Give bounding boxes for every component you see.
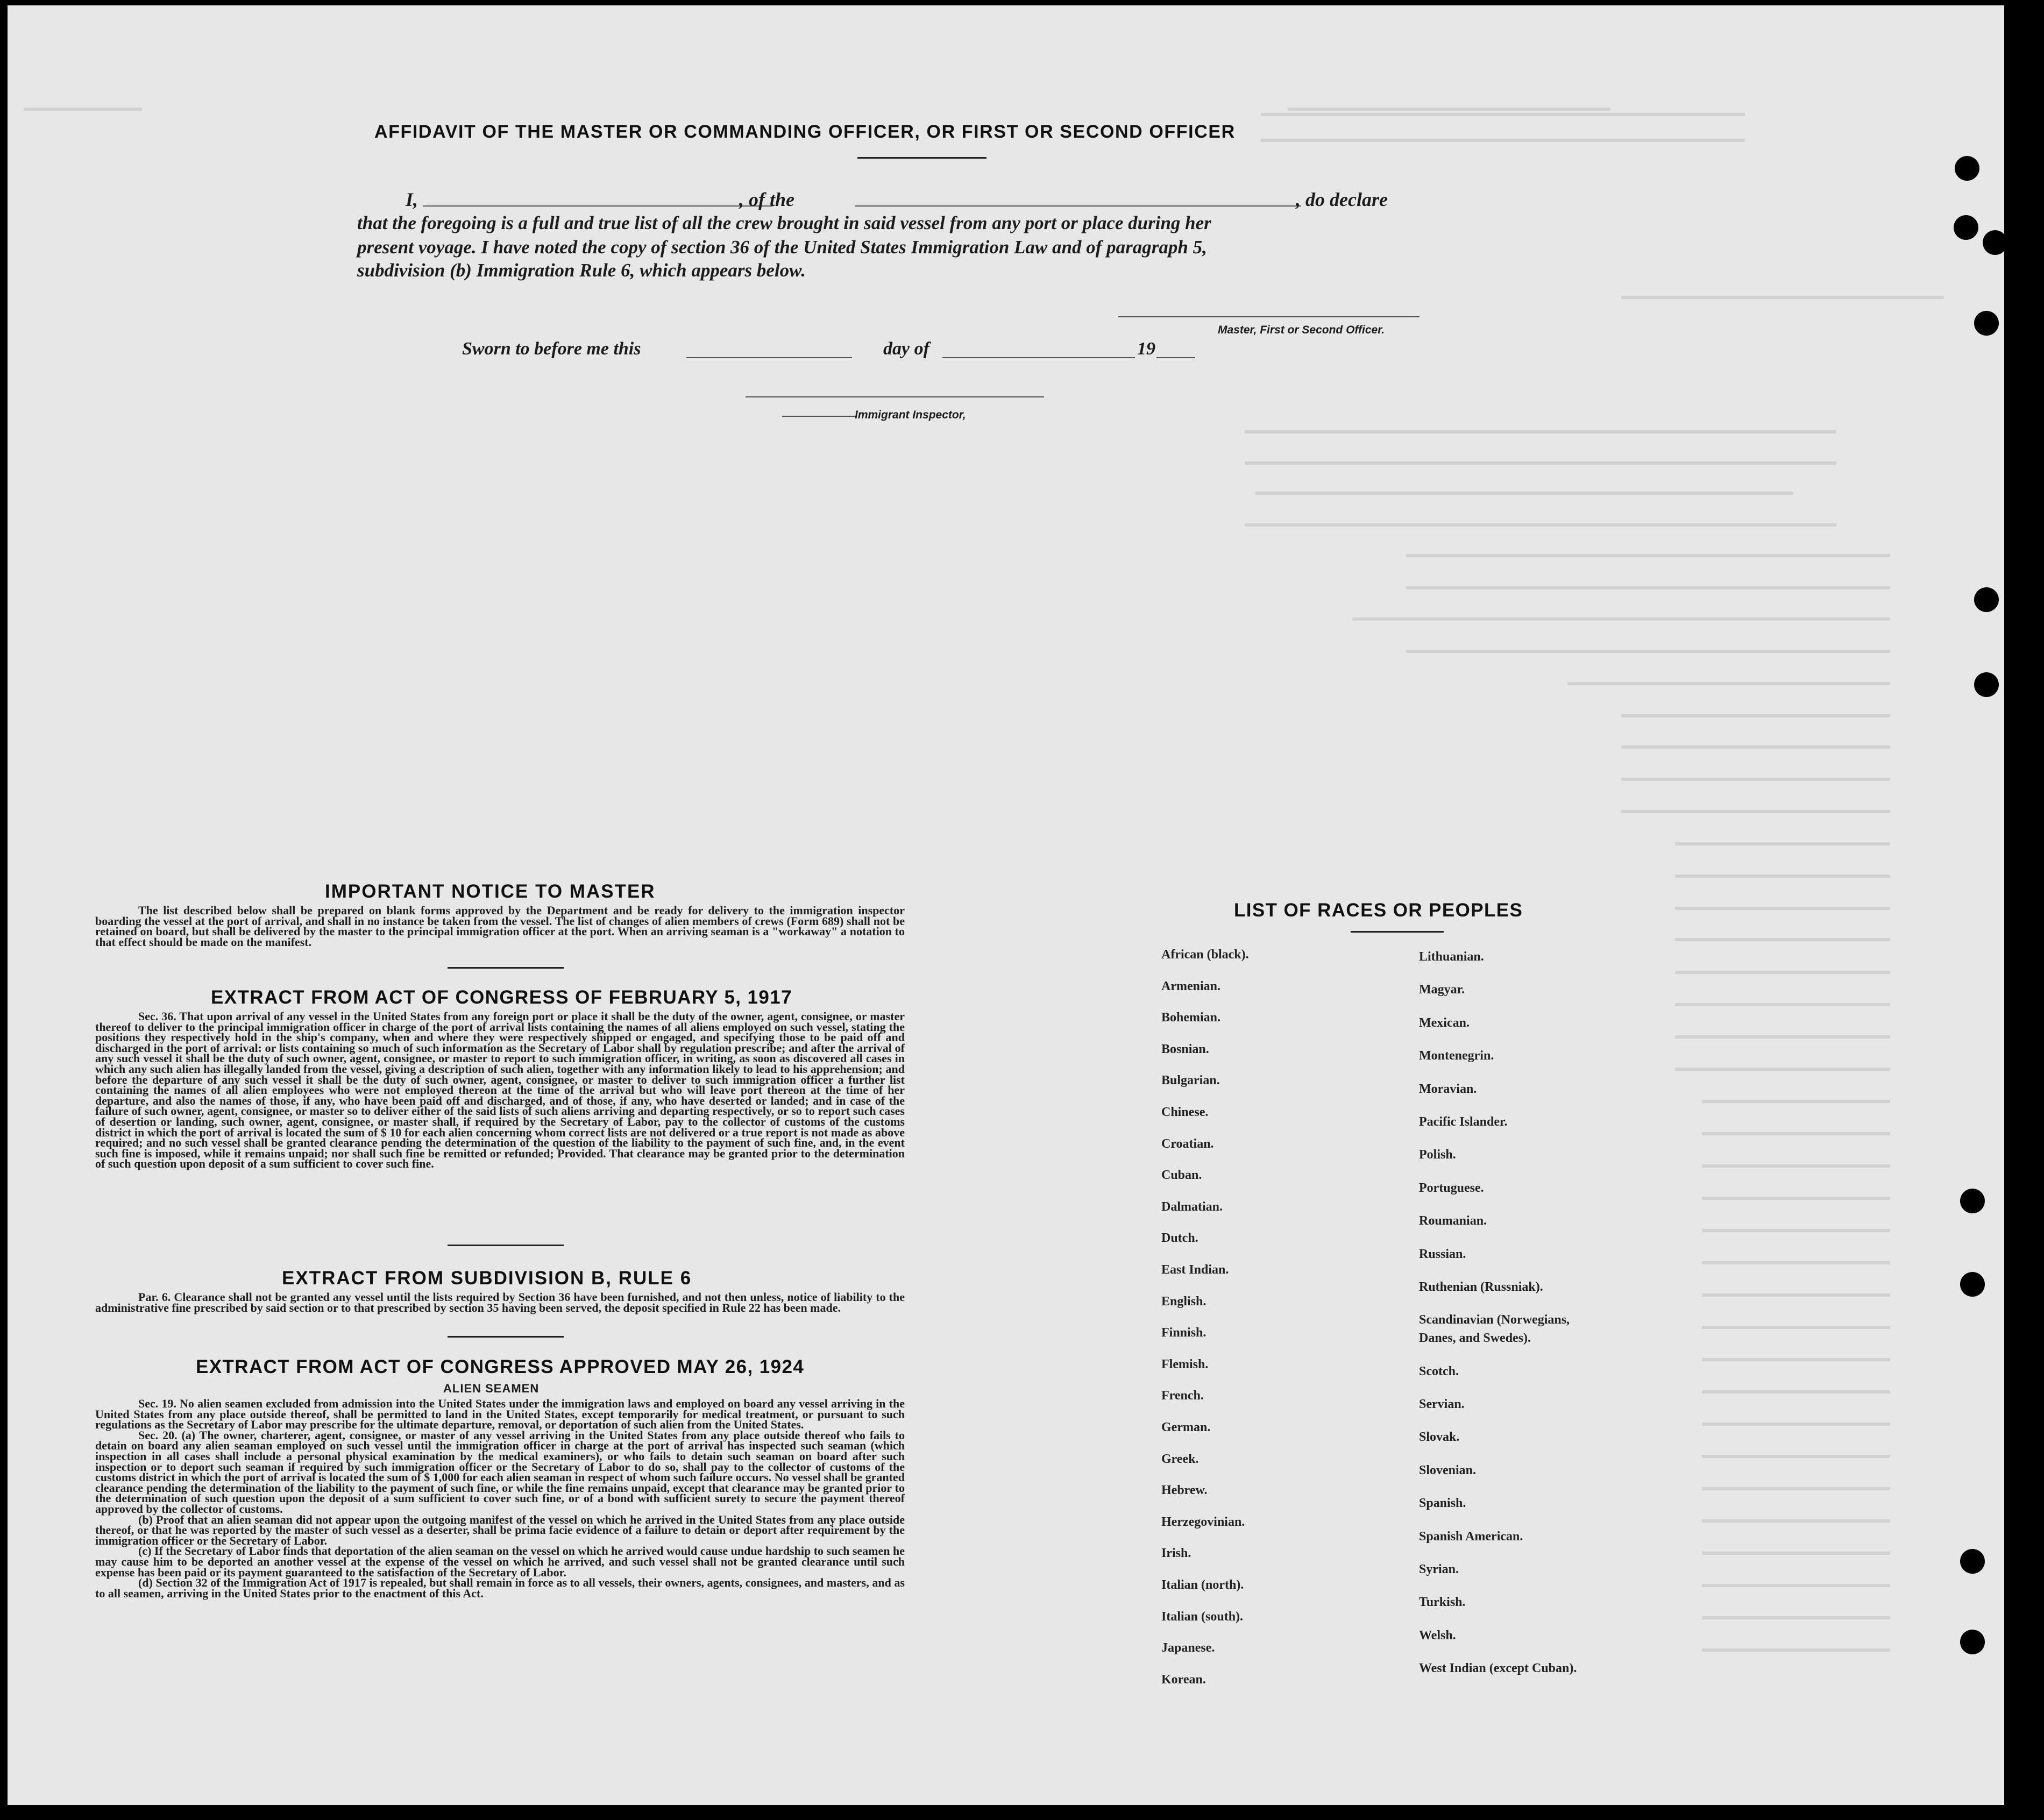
alien-seamen-subtitle: ALIEN SEAMEN — [443, 1382, 540, 1395]
bleed-through-mark — [1675, 907, 1890, 910]
race-item: West Indian (except Cuban). — [1419, 1661, 1577, 1676]
bleed-through-mark — [1702, 1293, 1890, 1297]
extract-1917-title: EXTRACT FROM ACT OF CONGRESS OF FEBRUARY 5, 1917 — [211, 987, 793, 1008]
race-item: Roumanian. — [1419, 1214, 1487, 1228]
bleed-through-mark — [1675, 1068, 1890, 1071]
bleed-through-mark — [1245, 430, 1836, 433]
extract-rule6-text: Par. 6. Clearance shall not be granted any vessel until the lists required by Section 36 have been furnished, and not then unless, notice of liability to the administrative fine prescribed by said section or to that prescribed by section 35 having been served, the deposit specified in Rule 22 has been made. — [95, 1290, 905, 1314]
race-item: Finnish. — [1161, 1326, 1206, 1340]
race-item: Greek. — [1161, 1452, 1199, 1466]
bleed-through-mark — [1621, 778, 1890, 781]
race-item: Irish. — [1161, 1546, 1191, 1561]
notice-title: IMPORTANT NOTICE TO MASTER — [325, 881, 656, 902]
notice-rule — [448, 967, 564, 969]
bleed-through-mark — [1621, 296, 1944, 299]
bleed-through-mark — [1702, 1423, 1890, 1426]
extract-1924-sec20a: Sec. 20. (a) The owner, charterer, agent, consignee, or master of any vessel arriving in the United States from any place outside thereof who fails to detain on board any alien seaman employed on such vessel until the immigration officer in charge at the port of arrival has inspected such seaman (which inspection in all cases shall include a personal physical examination by the medical examiners), or who fails to detain such seaman on board after such inspection or to deport such seaman if required by such immigration officer or the Secretary of Labor to do so, shall pay to the collector of customs of the customs district in which the port of arrival is located the sum of $ 1,000 for each alien seaman in respect of whom such failure occurs. No vessel shall be granted clearance pending the determination of the liability to the payment of such fine, or while the fine remains unpaid, except that clearance may be granted prior to the determination of such question upon the deposit of a sum sufficient to cover such fine, or of a bond with sufficient surety to secure the payment thereof approved by the collector of customs. — [95, 1428, 905, 1516]
punch-hole — [1954, 215, 1978, 240]
bleed-through-mark — [1621, 745, 1890, 749]
punch-hole — [1974, 587, 1999, 612]
race-item: Japanese. — [1161, 1641, 1215, 1655]
bleed-through-mark — [1675, 938, 1890, 941]
race-item: Pacific Islander. — [1419, 1115, 1508, 1129]
bleed-through-mark — [1702, 1100, 1890, 1103]
race-item: Scotch. — [1419, 1364, 1459, 1378]
extract-1924-sec19: Sec. 19. No alien seamen excluded from admission into the United States under the immigration laws and employed on board any vessel arriving in the United States from any place outside thereof, shall be permitted to land in the United States, except temporarily for medical treatment, or pursuant to such regulations as the Secretary of Labor may prescribe for the ultimate departure, removal, or deportation of such alien from the United States. — [95, 1397, 905, 1432]
bleed-through-mark — [1675, 971, 1890, 974]
race-item: Korean. — [1161, 1672, 1206, 1687]
bleed-through-mark — [1702, 1616, 1890, 1619]
race-item: Hebrew. — [1161, 1483, 1208, 1498]
vessel-fill-line — [855, 205, 1301, 207]
master-caption: Master, First or Second Officer. — [1218, 324, 1385, 336]
bleed-through-mark — [1675, 1035, 1890, 1039]
race-item: East Indian. — [1161, 1263, 1229, 1277]
affidavit-line2: that the foregoing is a full and true list of all the crew brought in said vessel from any port or place during her — [357, 212, 1211, 233]
bleed-through-mark — [1702, 1584, 1890, 1587]
bleed-through-mark — [1352, 617, 1890, 621]
bleed-through-mark — [1702, 1326, 1890, 1329]
race-item: Dutch. — [1161, 1231, 1198, 1246]
extract-1924-text — [95, 1398, 905, 1598]
bleed-through-mark — [1702, 1552, 1890, 1555]
bleed-through-mark — [1567, 682, 1890, 685]
bleed-through-mark — [1255, 492, 1793, 495]
race-item: Bohemian. — [1161, 1011, 1221, 1025]
race-item: Ruthenian (Russniak). — [1419, 1280, 1543, 1294]
extract-1917-text: Sec. 36. That upon arrival of any vessel in the United States from any foreign port or place it shall be the duty of the owner, agent, consignee, or master thereof to deliver to the principal immigration officer in charge of the port of arrival lists containing the names of all aliens employed on such vessel, stating the positions they respectively hold in the ship's company, when and where they were respectively shipped or engaged, and specifying those to be paid off and discharged in the port of arrival: or lists containing so much of such information as the Secretary of Labor shall by regulation prescribe; and after the arrival of any such vessel it shall be the duty of such owner, agent, consignee, or master to report to such immigration officer, in writing, as soon as discovered all cases in which any such alien has illegally landed from the vessel, giving a description of such alien, together with any information likely to lead to his apprehension; and before the departure of any such vessel it shall be the duty of such owner, agent, consignee, or master to deliver to such immigration officer a further list containing the names of all alien employees who were not employed thereon at the time of the arrival but who will leave port thereon at the time of her departure, and also the names of those, if any, who have been paid off and discharged, and of those, if any, who have deserted or landed; and in case of the failure of such owner, agent, consignee, or master so to deliver either of the said lists of such aliens arriving and departing respectively, or so to report such cases of desertion or landing, such owner, agent, consignee, or master shall, if required by the Secretary of Labor, pay to the collector of customs of the customs district in which the port of arrival is located the sum of $ 10 for each alien concerning whom correct lists are not delivered or a true report is not made as above required; and no such vessel shall be granted clearance pending the determination of the question of the liability to the payment of such fine, and, in the event such fine is imposed, while it remains unpaid; nor shall such fine be remitted or refunded; Provided. That clearance may be granted prior to the determination of such question upon deposit of a sum sufficient to cover such fine. — [95, 1009, 905, 1171]
race-item: Danes, and Swedes). — [1419, 1331, 1531, 1346]
races-title: LIST OF RACES OR PEOPLES — [1234, 900, 1523, 921]
extract-1924-sec20c: (c) If the Secretary of Labor finds that deportation of the alien seaman on the vessel on which he arrived would cause undue hardship to such seamen he may cause him to be deported an another vessel at the expense of the vessel on which he arrived, and such vessel shall not be granted clearance until such expense has been paid or its payment guaranteed to the satisfaction of the Secretary of Labor. — [95, 1544, 905, 1579]
extract-rule6-rule — [448, 1336, 564, 1338]
race-item: Dalmatian. — [1161, 1199, 1223, 1214]
bleed-through-mark — [1675, 1003, 1890, 1006]
bleed-through-mark — [1621, 714, 1890, 717]
bleed-through-mark — [1245, 461, 1836, 465]
bleed-through-mark — [24, 108, 142, 111]
bleed-through-mark — [1702, 1390, 1890, 1394]
extract-1917-rule — [448, 1245, 564, 1246]
race-item: Welsh. — [1419, 1628, 1456, 1643]
bleed-through-mark — [1702, 1358, 1890, 1361]
race-item: Flemish. — [1161, 1357, 1209, 1371]
bleed-through-mark — [1702, 1519, 1890, 1523]
bleed-through-mark — [1702, 1229, 1890, 1232]
notice-text: The list described below shall be prepared on blank forms approved by the Department and be ready for delivery to the immigration inspector boarding the vessel at the port of arrival, and shall in no instance be taken from the vessel. The list of changes of alien members of crews (Form 689) shall not be retained on board, but shall be delivered by the master to the principal immigration officer at the port. When an arriving seaman is a "workaway" a notation to that effect should be made on the manifest. — [95, 904, 905, 949]
race-item: Russian. — [1419, 1247, 1466, 1261]
race-item: Lithuanian. — [1419, 950, 1484, 964]
year-fill-line — [1156, 357, 1195, 358]
race-item: Servian. — [1419, 1397, 1465, 1411]
race-item: German. — [1161, 1420, 1211, 1434]
bleed-through-mark — [1621, 810, 1890, 813]
bleed-through-mark — [1261, 113, 1745, 116]
affidavit-line4: subdivision (b) Immigration Rule 6, which appears below. — [357, 260, 806, 281]
bleed-through-mark — [1702, 1261, 1890, 1264]
bleed-through-mark — [1702, 1164, 1890, 1168]
bleed-through-mark — [1406, 586, 1890, 589]
race-item: English. — [1161, 1294, 1206, 1309]
extract-1924-title: EXTRACT FROM ACT OF CONGRESS APPROVED MAY 26, 1924 — [196, 1356, 805, 1377]
bleed-through-mark — [1406, 554, 1890, 557]
bleed-through-mark — [1288, 108, 1610, 111]
year-prefix: 19 — [1137, 339, 1155, 359]
extract-1924-sec20b: (b) Proof that an alien seaman did not appear upon the outgoing manifest of the vessel on which he arrived in the United States from any place outside thereof, or that he was reported by the master of such vessel as a deserter, shall be prima facie evidence of a failure to detain or deport after requirement by the immigration officer or the Secretary of Labor. — [95, 1512, 905, 1547]
race-item: Bosnian. — [1161, 1042, 1209, 1056]
race-item: Slovenian. — [1419, 1463, 1477, 1477]
bleed-through-mark — [1261, 139, 1745, 142]
punch-hole — [1960, 1272, 1985, 1297]
race-item: Moravian. — [1419, 1082, 1477, 1096]
bleed-through-mark — [1675, 875, 1890, 878]
punch-hole — [1974, 311, 1999, 336]
race-item: Slovak. — [1419, 1430, 1460, 1445]
day-of-text: day of — [883, 339, 929, 359]
bleed-through-mark — [1702, 1132, 1890, 1135]
races-rule — [1351, 931, 1444, 933]
race-item: Syrian. — [1419, 1562, 1459, 1576]
race-item: Croatian. — [1161, 1136, 1214, 1151]
race-item: Mexican. — [1419, 1015, 1470, 1030]
race-item: Chinese. — [1161, 1105, 1209, 1119]
race-item: Armenian. — [1161, 979, 1220, 993]
race-item: French. — [1161, 1389, 1204, 1403]
affidavit-of-the: , of the — [739, 189, 794, 210]
bleed-through-mark — [1245, 523, 1836, 527]
sworn-text: Sworn to before me this — [462, 339, 641, 359]
race-item: Bulgarian. — [1161, 1073, 1220, 1088]
race-item: African (black). — [1161, 948, 1249, 962]
race-item: Magyar. — [1419, 983, 1465, 997]
race-item: Montenegrin. — [1419, 1049, 1494, 1063]
document-sheet — [8, 5, 2004, 1805]
punch-hole — [1955, 156, 1979, 181]
race-item: Italian (north). — [1161, 1578, 1244, 1592]
affidavit-line3: present voyage. I have noted the copy of section 36 of the United States Immigration Law and of paragraph 5, — [357, 237, 1207, 258]
bleed-through-mark — [1675, 842, 1890, 845]
punch-hole — [1974, 672, 1999, 697]
month-fill-line — [942, 357, 1135, 358]
punch-hole — [1960, 1630, 1985, 1654]
race-item: Herzegovinian. — [1161, 1515, 1245, 1529]
race-item: Spanish. — [1419, 1496, 1466, 1511]
punch-hole — [1983, 230, 2004, 255]
title-rule — [857, 157, 986, 159]
bleed-through-mark — [1406, 650, 1890, 653]
bleed-through-mark — [1702, 1648, 1890, 1652]
inspector-caption: Immigrant Inspector, — [855, 409, 966, 421]
race-item: Italian (south). — [1161, 1609, 1244, 1624]
punch-hole — [1960, 1549, 1985, 1574]
punch-hole — [1960, 1189, 1985, 1213]
race-item: Scandinavian (Norwegians, — [1419, 1313, 1570, 1327]
extract-rule6-title: EXTRACT FROM SUBDIVISION B, RULE 6 — [282, 1268, 692, 1289]
bleed-through-mark — [1702, 1455, 1890, 1458]
bleed-through-mark — [1702, 1197, 1890, 1200]
inspector-dash-line — [782, 416, 855, 417]
affidavit-i: I, — [406, 189, 418, 210]
race-item: Portuguese. — [1419, 1181, 1484, 1195]
race-item: Turkish. — [1419, 1595, 1466, 1610]
master-signature-line — [1118, 316, 1420, 317]
affidavit-title: AFFIDAVIT OF THE MASTER OR COMMANDING OFFICER, OR FIRST OR SECOND OFFICER — [374, 122, 1236, 142]
bleed-through-mark — [1702, 1487, 1890, 1490]
extract-1924-sec20d: (d) Section 32 of the Immigration Act of 1917 is repealed, but shall remain in force as to all vessels, their owners, agents, consignees, and masters, and as to all seamen, arriving in the United States prior to the enactment of this Act. — [95, 1576, 905, 1600]
name-fill-line — [423, 205, 772, 207]
inspector-signature-line — [746, 396, 1044, 397]
race-item: Spanish American. — [1419, 1529, 1523, 1544]
affidavit-declare: , do declare — [1296, 189, 1388, 210]
race-item: Cuban. — [1161, 1168, 1202, 1183]
day-fill-line — [686, 357, 852, 358]
race-item: Polish. — [1419, 1148, 1456, 1162]
